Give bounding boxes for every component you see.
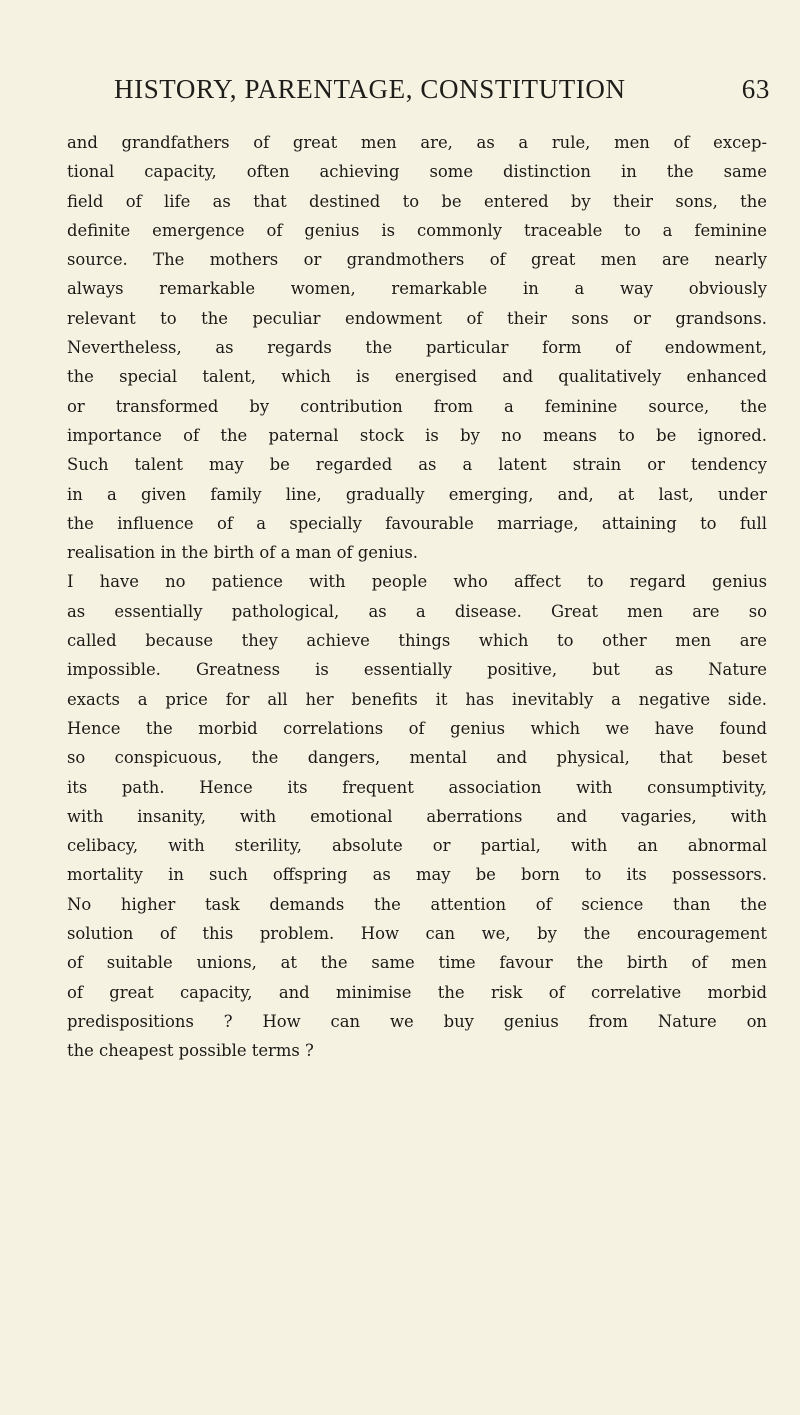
text-line: its path. Hence its frequent association with consumptivity, — [67, 777, 767, 797]
text-line: the influence of a specially favourable marriage, attaining to full — [67, 513, 767, 533]
text-line: always remarkable women, remarkable in a way obviously — [67, 279, 767, 299]
text-line: with insanity, with emotional aberrations and vagaries, with — [67, 806, 767, 826]
text-line: Such talent may be regarded as a latent strain or tendency — [67, 455, 767, 475]
text-line: Nevertheless, as regards the particular form of endowment, — [67, 338, 767, 358]
text-line: predispositions ? How can we buy genius from Nature on — [67, 1011, 767, 1031]
text-line: as essentially pathological, as a disease. Great men are so — [67, 601, 767, 621]
text-line: realisation in the birth of a man of genius. — [67, 543, 418, 563]
text-line: the cheapest possible terms ? — [67, 1041, 314, 1061]
text-line: or transformed by contribution from a feminine source, the — [67, 396, 767, 416]
text-line: No higher task demands the attention of science than the — [67, 894, 767, 914]
text-line: importance of the paternal stock is by no means to be ignored. — [67, 425, 767, 445]
text-line: called because they achieve things which to other men are — [67, 631, 767, 651]
running-head-title: HISTORY, PARENTAGE, CONSTITUTION — [114, 74, 626, 104]
text-line: mortality in such offspring as may be born to its possessors. — [67, 865, 767, 885]
text-line: impossible. Greatness is essentially positive, but as Nature — [67, 660, 767, 680]
page-number: 63 — [741, 74, 770, 104]
text-line: of great capacity, and minimise the risk of correlative morbid — [67, 982, 767, 1002]
text-line: solution of this problem. How can we, by the encouragement — [67, 924, 767, 944]
text-line: so conspicuous, the dangers, mental and physical, that beset — [67, 748, 767, 768]
text-line: celibacy, with sterility, absolute or partial, with an abnormal — [67, 836, 767, 856]
text-line: the special talent, which is energised and qualitatively enhanced — [67, 367, 767, 387]
text-line: Hence the morbid correlations of genius which we have found — [67, 718, 767, 738]
text-line: tional capacity, often achieving some distinction in the same — [67, 162, 767, 182]
text-line: I have no patience with people who affect to regard genius — [67, 572, 767, 592]
text-line: field of life as that destined to be entered by their sons, the — [67, 191, 767, 211]
body-text — [67, 128, 767, 1066]
text-line: and grandfathers of great men are, as a rule, men of excep- — [67, 133, 767, 152]
text-line: exacts a price for all her benefits it has inevitably a negative side. — [67, 689, 767, 709]
text-line: definite emergence of genius is commonly traceable to a feminine — [67, 220, 767, 240]
text-line: relevant to the peculiar endowment of their sons or grandsons. — [67, 308, 767, 328]
text-line: source. The mothers or grandmothers of great men are nearly — [67, 250, 767, 270]
text-line: in a given family line, gradually emerging, and, at last, under — [67, 484, 767, 504]
running-head — [114, 74, 770, 114]
text-line: of suitable unions, at the same time favour the birth of men — [67, 953, 767, 973]
